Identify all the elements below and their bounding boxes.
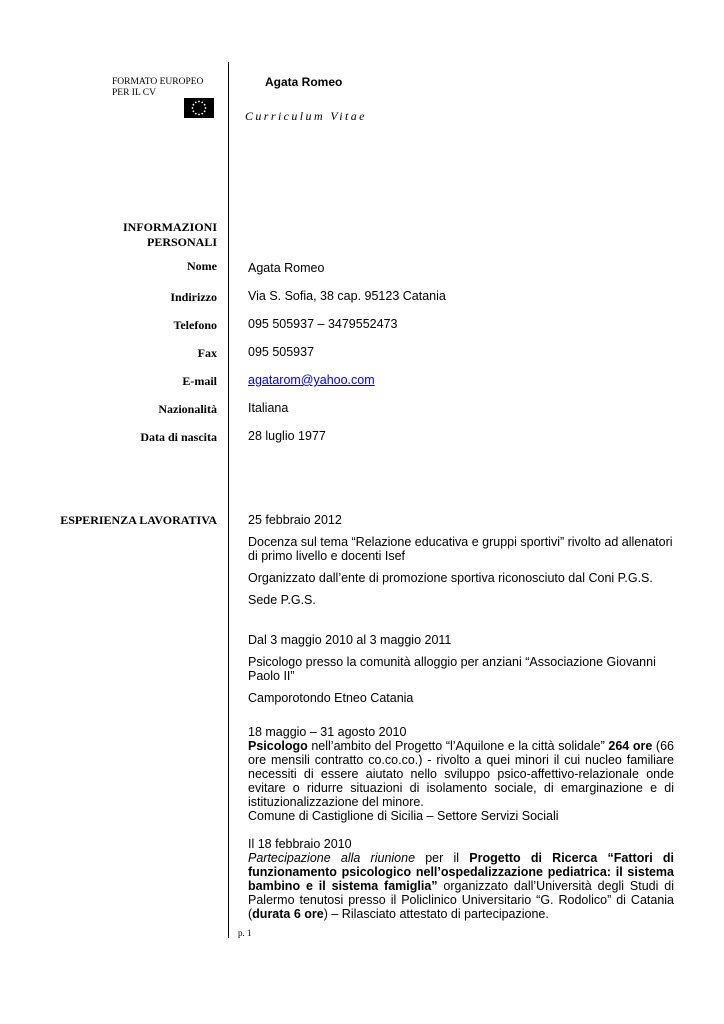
value-phone: 095 505937 – 3479552473 (248, 317, 398, 331)
experience-entry-1 (248, 513, 674, 607)
value-nationality: Italiana (248, 401, 289, 415)
format-label (112, 77, 203, 99)
email-link[interactable]: agatarom@yahoo.com (248, 373, 375, 387)
label-name: Nome (187, 259, 217, 273)
experience-entry-2 (248, 633, 674, 705)
section-line-2: PERSONALI (146, 235, 217, 249)
value-name: Agata Romeo (248, 261, 325, 275)
entry-place: Camporotondo Etneo Catania (248, 691, 414, 705)
entry-place: Sede P.G.S. (248, 593, 316, 607)
entry-place: Comune di Castiglione di Sicilia – Settore Servizi Sociali (248, 809, 559, 823)
section-personal-info (17, 220, 217, 250)
entry-date: Il 18 febbraio 2010 (248, 837, 352, 851)
entry-date: Dal 3 maggio 2010 al 3 maggio 2011 (248, 633, 452, 647)
section-line-1: INFORMAZIONI (122, 220, 217, 234)
label-address: Indirizzo (170, 290, 217, 304)
entry-hours: 264 ore (608, 739, 653, 753)
entry-description: Psicologo presso la comunità alloggio per anziani “Associazione Giovanni Paolo II” (248, 655, 656, 683)
section-work-experience: ESPERIENZA LAVORATIVA (60, 513, 217, 527)
value-birthdate: 28 luglio 1977 (248, 429, 326, 443)
entry-date: 25 febbraio 2012 (248, 513, 342, 527)
format-line-1: FORMATO EUROPEO (112, 77, 204, 87)
document-subtitle: Curriculum Vitae (245, 109, 367, 123)
value-address: Via S. Sofia, 38 cap. 95123 Catania (248, 289, 446, 303)
entry-date: 18 maggio – 31 agosto 2010 (248, 725, 407, 739)
label-fax: Fax (197, 346, 217, 360)
entry-organizer: Organizzato dall’ente di promozione sportiva riconosciuto dal Coni P.G.S. (248, 571, 653, 585)
entry-role: Psicologo (248, 739, 308, 753)
label-email: E-mail (182, 374, 217, 388)
entry-description: Psicologo nell’ambito del Progetto “l’Aquilone e la città solidale” 264 ore (66 ore mensili contratto co.co.co.) - rivolto a quei minori il cui nucleo familiare necessiti di essere aiutato nello sviluppo psico-affettivo-relazionale onde evitare o ridurre situazioni di isolamento sociale, di emarginazione e di istituzionalizzazione del minore. (248, 739, 674, 809)
column-divider (228, 62, 229, 938)
label-phone: Telefono (173, 318, 217, 332)
entry-description: Docenza sul tema “Relazione educativa e gruppi sportivi” rivolto ad allenatori di primo livello e docenti Isef (248, 535, 673, 563)
label-birthdate: Data di nascita (140, 430, 217, 444)
value-fax: 095 505937 (248, 345, 315, 359)
eu-flag-logo (184, 98, 214, 118)
page-number: p. 1 (238, 928, 252, 938)
entry-description: Partecipazione alla riunione per il Progetto di Ricerca “Fattori di funzionamento psicologico nell’ospedalizzazione pediatrica: il sistema bambino e il sistema famiglia” organizzato dall’Università degli Studi di Palermo tenutosi presso il Policlinico Universitario “G. Rodolico” di Catania (durata 6 ore) – Rilasciato attestato di partecipazione. (248, 851, 674, 921)
experience-entry-3 (248, 725, 674, 823)
format-line-2: PER IL CV (112, 88, 156, 98)
experience-entry-4 (248, 837, 674, 921)
header-name: Agata Romeo (265, 75, 343, 89)
label-nationality: Nazionalità (158, 402, 217, 416)
